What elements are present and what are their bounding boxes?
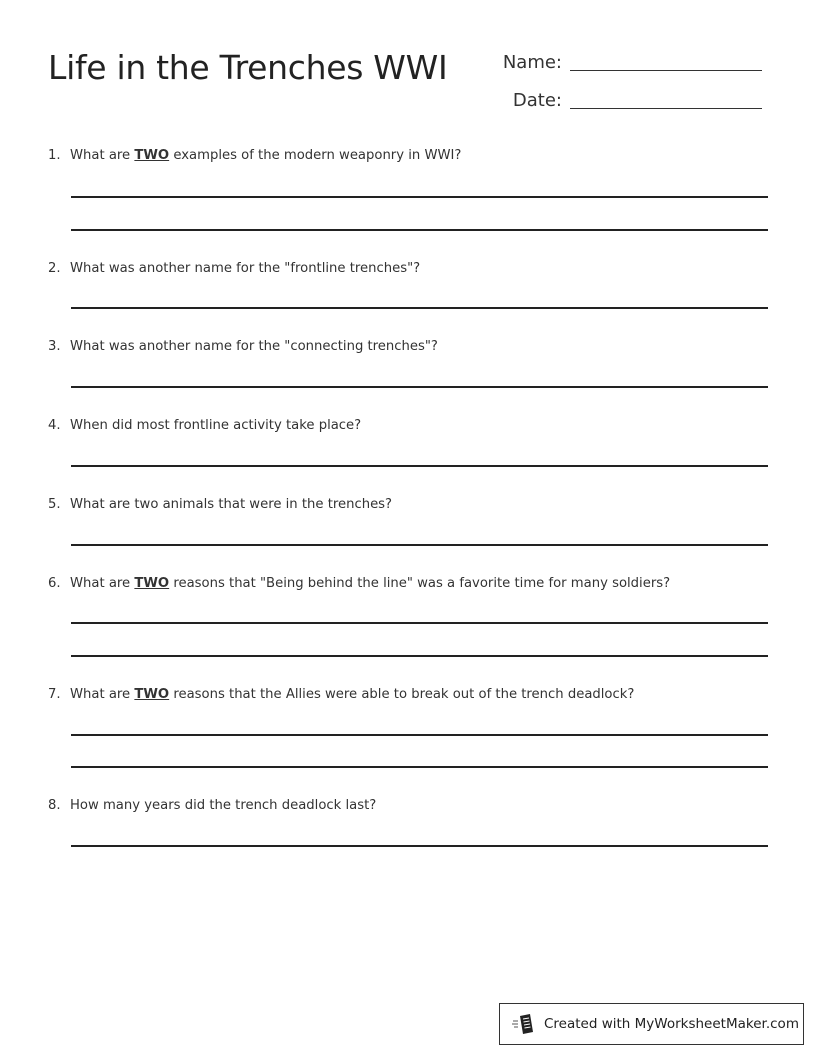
answer-line[interactable] xyxy=(71,766,768,768)
question-6 xyxy=(48,576,670,591)
question-number: 6. xyxy=(48,576,61,591)
question-number: 5. xyxy=(48,497,61,512)
answer-line[interactable] xyxy=(71,196,768,198)
question-number: 2. xyxy=(48,261,61,276)
answer-line[interactable] xyxy=(71,386,768,388)
question-text: What are xyxy=(70,687,135,702)
name-label: Name: xyxy=(502,52,562,73)
worksheet-maker-logo-icon xyxy=(512,1013,536,1035)
question-number: 3. xyxy=(48,339,61,354)
question-text: What are two animals that were in the trenches? xyxy=(70,497,393,512)
answer-line[interactable] xyxy=(71,655,768,657)
badge-text: Created with MyWorksheetMaker.com xyxy=(544,1016,799,1032)
question-text: reasons that the Allies were able to break out of the trench deadlock? xyxy=(169,687,635,702)
answer-line[interactable] xyxy=(71,544,768,546)
worksheet-title: Life in the Trenches WWI xyxy=(48,48,448,87)
question-text: How many years did the trench deadlock last? xyxy=(70,798,377,813)
answer-line[interactable] xyxy=(71,229,768,231)
question-1 xyxy=(48,148,461,163)
date-input-line[interactable] xyxy=(570,107,762,109)
answer-line[interactable] xyxy=(71,622,768,624)
answer-line[interactable] xyxy=(71,465,768,467)
created-with-badge[interactable] xyxy=(499,1003,804,1045)
question-5 xyxy=(48,497,392,512)
emphasis-text: TWO xyxy=(134,148,170,163)
question-text: examples of the modern weaponry in WWI? xyxy=(169,148,462,163)
question-text: What was another name for the "connecting trenches"? xyxy=(70,339,438,354)
name-input-line[interactable] xyxy=(570,69,762,71)
question-text: What are xyxy=(70,576,135,591)
question-3 xyxy=(48,339,438,354)
question-number: 8. xyxy=(48,798,61,813)
question-text: reasons that "Being behind the line" was a favorite time for many soldiers? xyxy=(169,576,671,591)
question-text: What was another name for the "frontline trenches"? xyxy=(70,261,421,276)
question-number: 7. xyxy=(48,687,61,702)
question-4 xyxy=(48,418,361,433)
date-label: Date: xyxy=(512,90,562,111)
question-number: 4. xyxy=(48,418,61,433)
question-2 xyxy=(48,261,420,276)
answer-line[interactable] xyxy=(71,845,768,847)
question-text: When did most frontline activity take place? xyxy=(70,418,362,433)
answer-line[interactable] xyxy=(71,307,768,309)
date-field[interactable] xyxy=(492,90,762,111)
question-text: What are xyxy=(70,148,135,163)
emphasis-text: TWO xyxy=(134,576,170,591)
name-field[interactable] xyxy=(492,52,762,73)
question-7 xyxy=(48,687,634,702)
question-number: 1. xyxy=(48,148,61,163)
emphasis-text: TWO xyxy=(134,687,170,702)
answer-line[interactable] xyxy=(71,734,768,736)
question-8 xyxy=(48,798,376,813)
